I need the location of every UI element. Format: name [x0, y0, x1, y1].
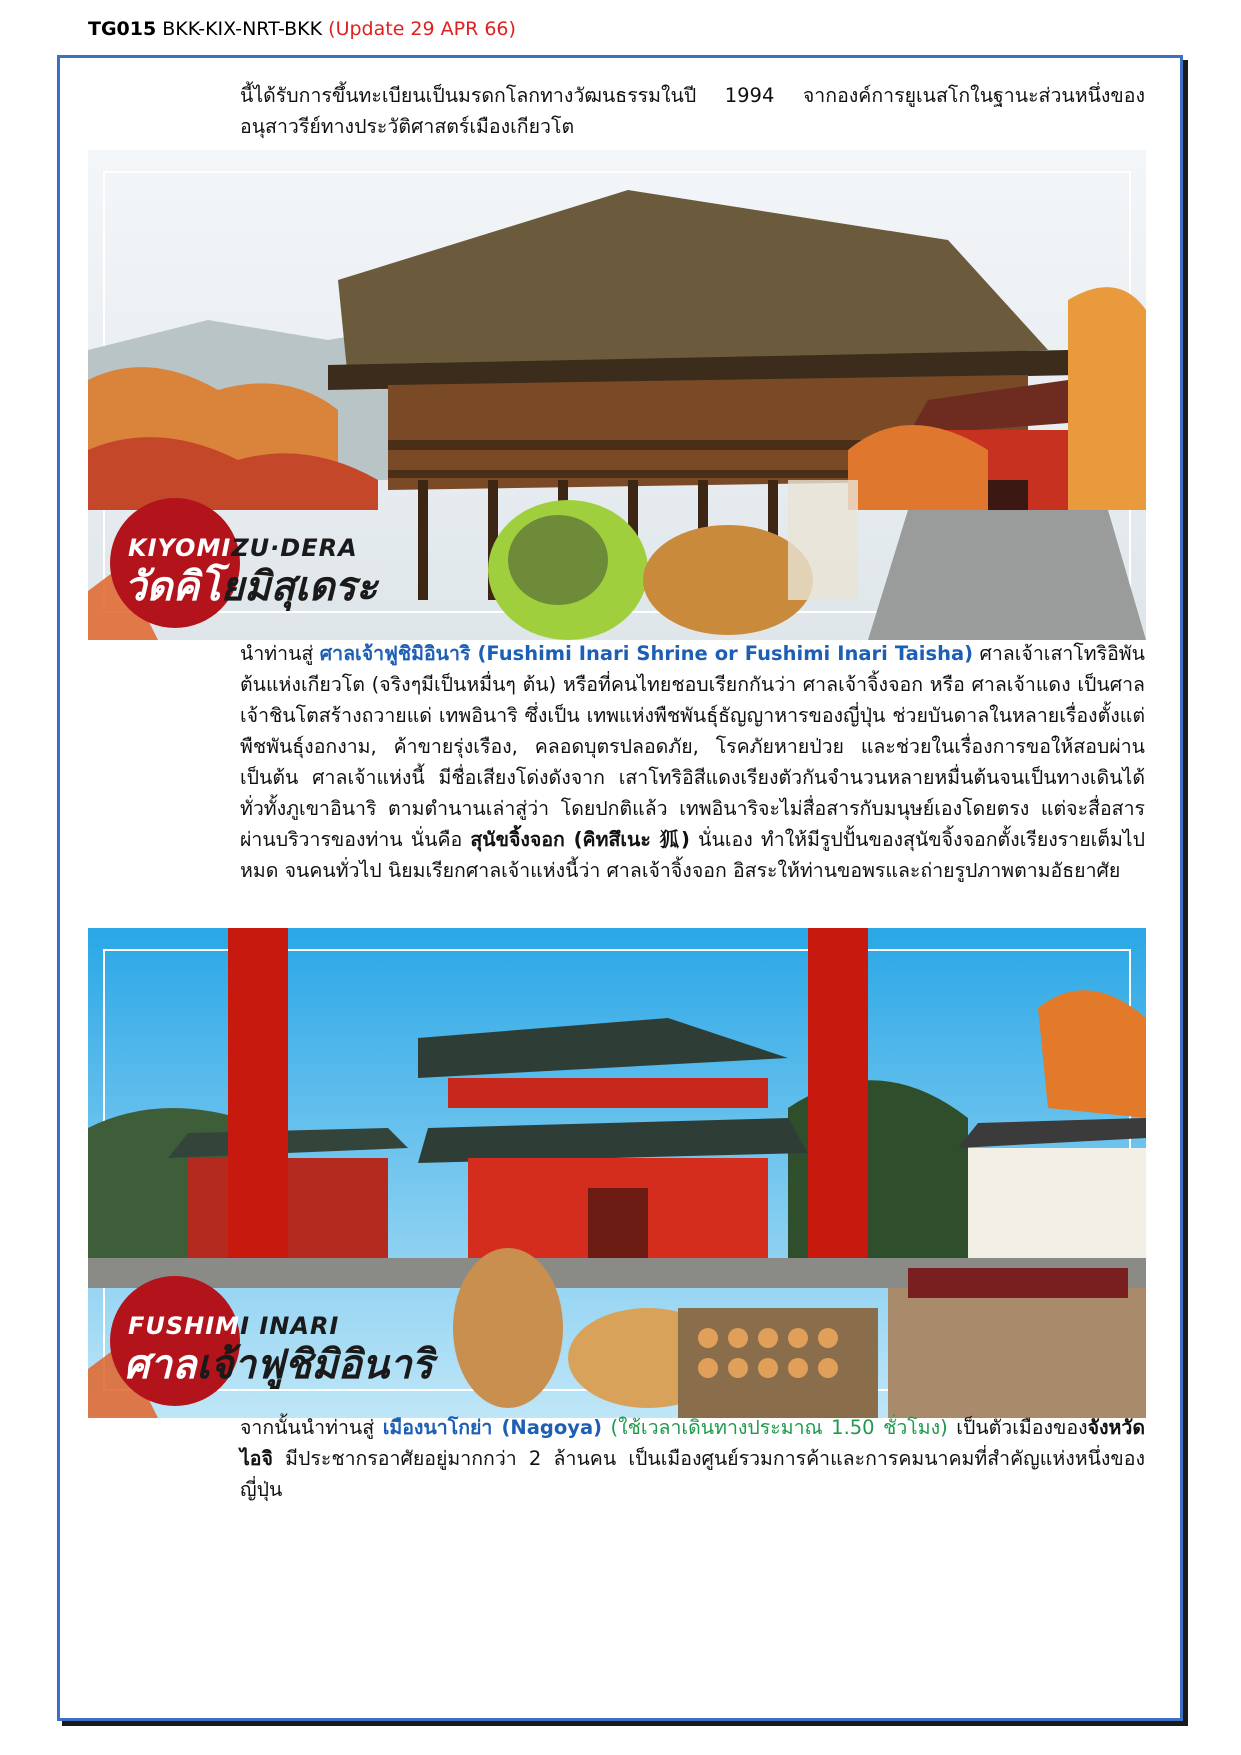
- paragraph-body: ศาลเจ้าเสาโทริอิพันต้นแห่งเกียวโต (จริงๆมีเป็นหมื่นๆ ต้น) หรือที่คนไทยชอบเรียกกันว่า ศาลเจ้าจิ้งจอก หรือ ศาลเจ้าแดง เป็นศาลเจ้าชินโตสร้างถวายแด่ เทพอินาริ ซึ่งเป็น เทพแห่งพืชพันธุ์ธัญญาหารของญี่ปุ่น ช่วยบันดาลในหลายเรื่องตั้งแต่ พืชพันธุ์งอกงาม, ค้าขายรุ่งเรือง, คลอดบุตรปลอดภัย, โรคภัยหายป่วย และช่วยในเรื่องการขอให้สอบผ่าน เป็นต้น ศาลเจ้าแห่งนี้ มีชื่อเสียงโด่งดังจาก เสาโทริอิสีแดงเรียงตัวกันจำนวนหลายหมื่นต้นจนเป็นทางเดินได้ทั่วทั้งภูเขาอินาริ ตามตำนานเล่าสู่ว่า โดยปกติแล้ว เทพอินาริจะไม่สื่อสารกับมนุษย์เองโดยตรง แต่จะสื่อสารผ่านบริวารของท่าน นั่นคือ: [240, 642, 1145, 851]
- paragraph-nagoya: [240, 1412, 1145, 1505]
- paragraph-tail: มีประชากรอาศัยอยู่มากกว่า 2 ล้านคน เป็นเมืองศูนย์รวมการค้าและการคมนาคมที่สำคัญแห่งหนึ่งของญี่ปุ่น: [240, 1447, 1145, 1501]
- paragraph-intro: จากนั้นนำท่านสู่: [240, 1416, 383, 1439]
- kitsune-bold: สุนัขจิ้งจอก (คิทสึเนะ 狐): [470, 828, 690, 851]
- fushimi-inari-image: [88, 928, 1146, 1418]
- fushimi-inari-link[interactable]: ศาลเจ้าฟูชิมิอินาริ (Fushimi Inari Shrine or Fushimi Inari Taisha): [319, 642, 974, 665]
- kiyomizu-logo-thai: วัดคิโยมิสุเดระ: [124, 563, 378, 610]
- paragraph-mid: เป็นตัวเมืองของ: [947, 1416, 1088, 1439]
- paragraph-text: นี้ได้รับการขึ้นทะเบียนเป็นมรดกโลกทางวัฒนธรรมในปี 1994 จากองค์การยูเนสโกในฐานะส่วนหนึ่งของอนุสาวรีย์ทางประวัติศาสตร์เมืองเกียวโต: [240, 84, 1145, 138]
- nagoya-link[interactable]: เมืองนาโกย่า (Nagoya): [382, 1416, 603, 1439]
- travel-time-note: (ใช้เวลาเดินทางประมาณ 1.50 ชั่วโมง): [602, 1416, 948, 1439]
- update-date: (Update 29 APR 66): [328, 18, 516, 40]
- paragraph-fushimi-inari: [240, 638, 1145, 886]
- fushimi-logo-english: FUSHIMI INARI: [128, 1312, 340, 1340]
- paragraph-kiyomizu-end: [240, 80, 1145, 142]
- kiyomizu-dera-image: [88, 150, 1146, 640]
- paragraph-intro: นำท่านสู่: [240, 642, 320, 665]
- tour-route: BKK-KIX-NRT-BKK: [162, 18, 323, 40]
- paragraph-tail: นั่นเอง ทำให้มีรูปปั้นของสุนัขจิ้งจอกตั้งเรียงรายเต็มไปหมด จนคนทั่วไป นิยมเรียกศาลเจ้าแห่งนี้ว่า ศาลเจ้าจิ้งจอก อิสระให้ท่านขอพรและถ่ายรูปภาพตามอัธยาศัย: [240, 828, 1145, 882]
- tour-code: TG015: [88, 18, 157, 40]
- kiyomizu-logo-english: KIYOMIZU·DERA: [128, 534, 358, 562]
- aichi-prefecture-bold: จังหวัดไอจิ: [240, 1416, 1145, 1470]
- fushimi-logo-thai: ศาลเจ้าฟูชิมิอินาริ: [124, 1341, 434, 1388]
- document-header: [88, 18, 516, 40]
